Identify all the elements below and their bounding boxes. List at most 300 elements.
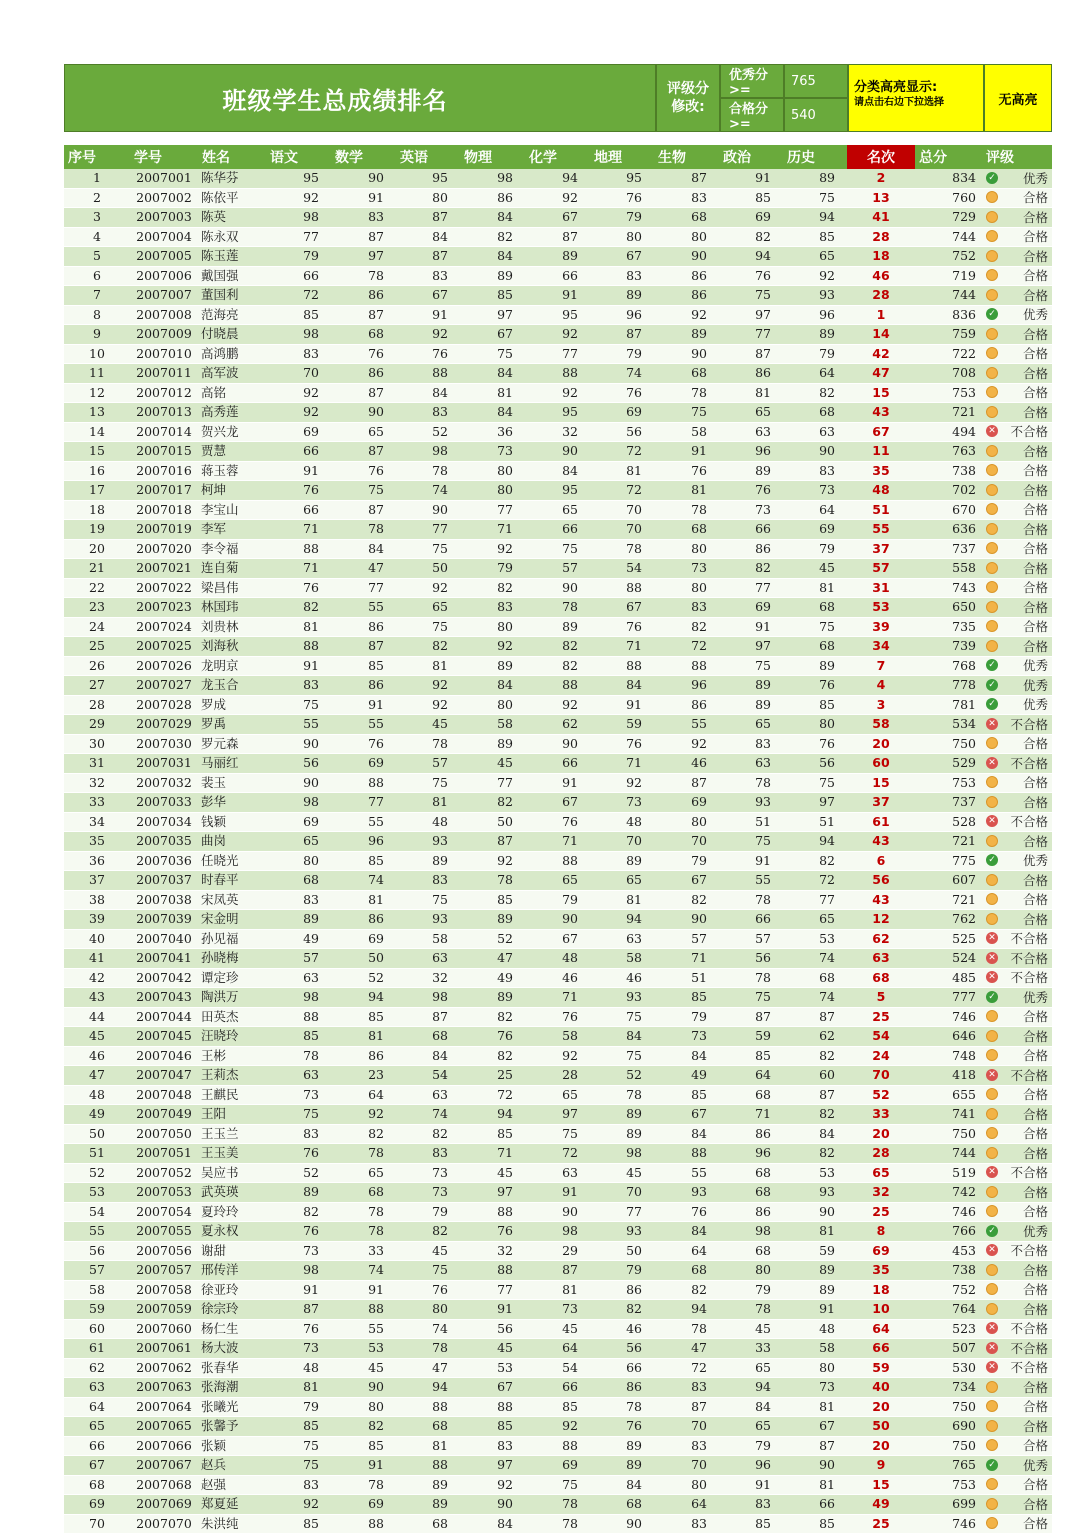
- check-circle-icon: ✓: [986, 172, 998, 184]
- cell-politics: 85: [719, 188, 783, 208]
- cell-geography: 58: [590, 949, 654, 969]
- cell-total: 528: [915, 812, 982, 832]
- cell-chemistry: 67: [525, 929, 590, 949]
- cell-total: 753: [915, 773, 982, 793]
- cell-student-id: 2007030: [130, 734, 198, 754]
- cell-rank: 48: [847, 481, 915, 501]
- cell-geography: 89: [590, 1124, 654, 1144]
- cell-politics: 83: [719, 734, 783, 754]
- cell-index: 30: [64, 734, 130, 754]
- cell-physics: 82: [460, 578, 525, 598]
- column-header-physics: 物理: [460, 145, 525, 169]
- table-row: [64, 383, 1052, 403]
- cell-biology: 90: [654, 910, 719, 930]
- cell-politics: 97: [719, 637, 783, 657]
- neutral-circle-icon: [986, 1205, 998, 1217]
- grade-text: 合格: [1022, 580, 1048, 595]
- cell-index: 10: [64, 344, 130, 364]
- cell-physics: 89: [460, 910, 525, 930]
- cell-grade: [982, 1397, 1052, 1417]
- cell-politics: 87: [719, 344, 783, 364]
- cell-english: 63: [396, 949, 460, 969]
- cell-biology: 68: [654, 520, 719, 540]
- cell-english: 90: [396, 500, 460, 520]
- neutral-circle-icon: [986, 737, 998, 749]
- cell-student-id: 2007067: [130, 1456, 198, 1476]
- table-row: [64, 832, 1052, 852]
- cell-total: 768: [915, 656, 982, 676]
- cell-politics: 68: [719, 1183, 783, 1203]
- cell-english: 83: [396, 871, 460, 891]
- column-header-student-id: 学号: [130, 145, 198, 169]
- cell-name: 董国利: [198, 286, 266, 306]
- cell-english: 83: [396, 266, 460, 286]
- cell-chinese: 85: [266, 1514, 331, 1534]
- cell-english: 82: [396, 1124, 460, 1144]
- cell-biology: 93: [654, 1183, 719, 1203]
- cell-history: 64: [783, 364, 847, 384]
- cell-grade: [982, 871, 1052, 891]
- cell-rank: 53: [847, 598, 915, 618]
- cell-chemistry: 89: [525, 247, 590, 267]
- cell-politics: 97: [719, 305, 783, 325]
- cell-grade: [982, 1202, 1052, 1222]
- table-row: [64, 598, 1052, 618]
- cell-math: 85: [331, 851, 396, 871]
- cell-index: 27: [64, 676, 130, 696]
- cell-rank: 35: [847, 461, 915, 481]
- column-header-english: 英语: [396, 145, 460, 169]
- cell-english: 92: [396, 676, 460, 696]
- neutral-circle-icon: [986, 1186, 998, 1198]
- column-header-chinese: 语文: [266, 145, 331, 169]
- cell-chinese: 57: [266, 949, 331, 969]
- cell-chinese: 88: [266, 539, 331, 559]
- neutral-circle-icon: [986, 581, 998, 593]
- cell-student-id: 2007008: [130, 305, 198, 325]
- cell-biology: 76: [654, 1202, 719, 1222]
- cell-chinese: 75: [266, 1456, 331, 1476]
- cell-geography: 74: [590, 364, 654, 384]
- cell-name: 彭华: [198, 793, 266, 813]
- report-header: [64, 64, 1052, 132]
- table-row: [64, 520, 1052, 540]
- cell-physics: 82: [460, 227, 525, 247]
- cell-chemistry: 90: [525, 734, 590, 754]
- cell-physics: 88: [460, 1261, 525, 1281]
- cell-chemistry: 54: [525, 1358, 590, 1378]
- cell-english: 75: [396, 539, 460, 559]
- table-row: [64, 1358, 1052, 1378]
- cell-rank: 15: [847, 1475, 915, 1495]
- cell-name: 任晓光: [198, 851, 266, 871]
- cell-name: 李军: [198, 520, 266, 540]
- cell-geography: 73: [590, 793, 654, 813]
- cell-english: 73: [396, 1163, 460, 1183]
- cell-chinese: 85: [266, 1027, 331, 1047]
- cell-rank: 5: [847, 988, 915, 1008]
- cell-biology: 68: [654, 364, 719, 384]
- neutral-circle-icon: [986, 1088, 998, 1100]
- x-circle-icon: ✕: [986, 952, 998, 964]
- cell-rank: 37: [847, 793, 915, 813]
- cell-index: 62: [64, 1358, 130, 1378]
- cell-name: 徐宗玲: [198, 1300, 266, 1320]
- cell-chemistry: 76: [525, 812, 590, 832]
- cell-history: 79: [783, 539, 847, 559]
- cell-math: 87: [331, 227, 396, 247]
- neutral-circle-icon: [986, 211, 998, 223]
- cell-chinese: 83: [266, 890, 331, 910]
- cell-grade: [982, 1456, 1052, 1476]
- cell-index: 70: [64, 1514, 130, 1534]
- cell-politics: 98: [719, 1222, 783, 1242]
- cell-english: 98: [396, 442, 460, 462]
- cell-total: 762: [915, 910, 982, 930]
- cell-chemistry: 82: [525, 656, 590, 676]
- cell-english: 68: [396, 1027, 460, 1047]
- cell-physics: 36: [460, 422, 525, 442]
- cell-total: 777: [915, 988, 982, 1008]
- cell-physics: 83: [460, 1436, 525, 1456]
- cell-biology: 76: [654, 461, 719, 481]
- cell-history: 51: [783, 812, 847, 832]
- cell-name: 钱颖: [198, 812, 266, 832]
- cell-english: 57: [396, 754, 460, 774]
- cell-total: 453: [915, 1241, 982, 1261]
- cell-rank: 57: [847, 559, 915, 579]
- grade-text: 优秀: [1022, 853, 1048, 868]
- grade-text: 合格: [1022, 1516, 1048, 1531]
- cell-geography: 70: [590, 520, 654, 540]
- cell-physics: 71: [460, 520, 525, 540]
- cell-chemistry: 81: [525, 1280, 590, 1300]
- cell-english: 98: [396, 988, 460, 1008]
- cell-chinese: 91: [266, 461, 331, 481]
- cell-rank: 37: [847, 539, 915, 559]
- cell-grade: [982, 851, 1052, 871]
- cell-politics: 75: [719, 286, 783, 306]
- cell-history: 85: [783, 227, 847, 247]
- cell-history: 48: [783, 1319, 847, 1339]
- cell-total: 737: [915, 539, 982, 559]
- cell-history: 60: [783, 1066, 847, 1086]
- cell-geography: 93: [590, 1222, 654, 1242]
- cell-physics: 45: [460, 1339, 525, 1359]
- cell-english: 45: [396, 1241, 460, 1261]
- cell-politics: 66: [719, 910, 783, 930]
- score-table-wrapper: [64, 145, 1052, 1534]
- cell-physics: 81: [460, 383, 525, 403]
- cell-politics: 51: [719, 812, 783, 832]
- cell-chemistry: 92: [525, 695, 590, 715]
- cell-grade: [982, 1436, 1052, 1456]
- cell-grade: [982, 1514, 1052, 1534]
- cell-total: 834: [915, 169, 982, 188]
- cell-grade: [982, 754, 1052, 774]
- cell-biology: 87: [654, 773, 719, 793]
- cell-geography: 78: [590, 1397, 654, 1417]
- grade-text: 合格: [1022, 346, 1048, 361]
- cell-math: 82: [331, 1417, 396, 1437]
- cell-index: 61: [64, 1339, 130, 1359]
- cell-biology: 80: [654, 578, 719, 598]
- cell-index: 19: [64, 520, 130, 540]
- cell-chinese: 70: [266, 364, 331, 384]
- cell-rank: 41: [847, 208, 915, 228]
- cell-total: 765: [915, 1456, 982, 1476]
- cell-english: 75: [396, 890, 460, 910]
- cell-grade: [982, 227, 1052, 247]
- cell-physics: 78: [460, 871, 525, 891]
- grade-text: 合格: [1022, 833, 1048, 849]
- cell-physics: 71: [460, 1144, 525, 1164]
- cell-biology: 85: [654, 1085, 719, 1105]
- cell-total: 752: [915, 1280, 982, 1300]
- cell-total: 655: [915, 1085, 982, 1105]
- cell-geography: 76: [590, 617, 654, 637]
- cell-english: 88: [396, 1397, 460, 1417]
- cell-politics: 89: [719, 461, 783, 481]
- cell-physics: 87: [460, 832, 525, 852]
- cell-math: 65: [331, 422, 396, 442]
- cell-math: 55: [331, 1319, 396, 1339]
- grade-text: 合格: [1022, 1399, 1048, 1414]
- cell-physics: 49: [460, 968, 525, 988]
- cell-history: 68: [783, 637, 847, 657]
- cell-name: 夏玲玲: [198, 1202, 266, 1222]
- x-circle-icon: ✕: [986, 971, 998, 983]
- cell-index: 29: [64, 715, 130, 735]
- cell-physics: 67: [460, 1378, 525, 1398]
- table-row: [64, 539, 1052, 559]
- cell-grade: [982, 1222, 1052, 1242]
- x-circle-icon: ✕: [986, 1322, 998, 1334]
- cell-physics: 88: [460, 1397, 525, 1417]
- cell-total: 753: [915, 1475, 982, 1495]
- table-row: [64, 695, 1052, 715]
- x-circle-icon: ✕: [986, 1069, 998, 1081]
- cell-grade: [982, 1378, 1052, 1398]
- cell-geography: 67: [590, 247, 654, 267]
- cell-name: 王麒民: [198, 1085, 266, 1105]
- neutral-circle-icon: [986, 796, 998, 808]
- neutral-circle-icon: [986, 191, 998, 203]
- table-header-row: [64, 145, 1052, 169]
- cell-student-id: 2007062: [130, 1358, 198, 1378]
- cell-history: 73: [783, 481, 847, 501]
- cell-chemistry: 88: [525, 364, 590, 384]
- cell-student-id: 2007054: [130, 1202, 198, 1222]
- table-row: [64, 637, 1052, 657]
- cell-math: 85: [331, 1007, 396, 1027]
- cell-total: 524: [915, 949, 982, 969]
- cell-name: 陈英: [198, 208, 266, 228]
- cell-history: 90: [783, 442, 847, 462]
- cell-grade: [982, 578, 1052, 598]
- cell-math: 87: [331, 305, 396, 325]
- cell-name: 吴应书: [198, 1163, 266, 1183]
- cell-history: 59: [783, 1241, 847, 1261]
- cell-math: 74: [331, 871, 396, 891]
- cell-name: 夏永权: [198, 1222, 266, 1242]
- grade-text: 合格: [1022, 1204, 1048, 1219]
- cell-geography: 89: [590, 1105, 654, 1125]
- cell-total: 750: [915, 734, 982, 754]
- cell-biology: 55: [654, 1163, 719, 1183]
- cell-politics: 96: [719, 442, 783, 462]
- cell-math: 76: [331, 461, 396, 481]
- cell-total: 646: [915, 1027, 982, 1047]
- cell-rank: 28: [847, 286, 915, 306]
- cell-chinese: 77: [266, 227, 331, 247]
- cell-rank: 34: [847, 637, 915, 657]
- cell-name: 王彬: [198, 1046, 266, 1066]
- cell-history: 65: [783, 247, 847, 267]
- cell-grade: [982, 539, 1052, 559]
- cell-grade: [982, 598, 1052, 618]
- cell-biology: 90: [654, 247, 719, 267]
- cell-student-id: 2007052: [130, 1163, 198, 1183]
- cell-rank: 52: [847, 1085, 915, 1105]
- grade-text: 合格: [1022, 229, 1048, 244]
- cell-student-id: 2007015: [130, 442, 198, 462]
- grade-edit-cell: [656, 64, 720, 132]
- cell-student-id: 2007034: [130, 812, 198, 832]
- cell-geography: 79: [590, 208, 654, 228]
- cell-index: 18: [64, 500, 130, 520]
- cell-rank: 2: [847, 169, 915, 188]
- cell-geography: 82: [590, 1300, 654, 1320]
- cell-student-id: 2007039: [130, 910, 198, 930]
- cell-rank: 60: [847, 754, 915, 774]
- cell-rank: 7: [847, 656, 915, 676]
- column-header-name: 姓名: [198, 145, 266, 169]
- cell-biology: 82: [654, 1280, 719, 1300]
- cell-chinese: 87: [266, 1300, 331, 1320]
- cell-math: 55: [331, 812, 396, 832]
- cell-history: 93: [783, 1183, 847, 1203]
- cell-geography: 88: [590, 656, 654, 676]
- cell-english: 94: [396, 1378, 460, 1398]
- cell-index: 24: [64, 617, 130, 637]
- cell-english: 91: [396, 305, 460, 325]
- cell-rank: 70: [847, 1066, 915, 1086]
- cell-total: 650: [915, 598, 982, 618]
- grade-text: 合格: [1022, 521, 1048, 537]
- grade-text: 不合格: [1010, 1321, 1048, 1336]
- cell-history: 92: [783, 266, 847, 286]
- cell-total: 739: [915, 637, 982, 657]
- cell-math: 78: [331, 1202, 396, 1222]
- cell-student-id: 2007040: [130, 929, 198, 949]
- cell-physics: 90: [460, 1495, 525, 1515]
- table-row: [64, 1202, 1052, 1222]
- cell-index: 41: [64, 949, 130, 969]
- cell-geography: 46: [590, 1319, 654, 1339]
- cell-name: 高鸿鹏: [198, 344, 266, 364]
- cell-geography: 52: [590, 1066, 654, 1086]
- cell-chemistry: 75: [525, 539, 590, 559]
- cell-name: 林国玮: [198, 598, 266, 618]
- excellent-threshold-input[interactable]: 765: [784, 64, 848, 98]
- pass-threshold-input[interactable]: 540: [784, 98, 848, 132]
- cell-geography: 89: [590, 851, 654, 871]
- cell-geography: 72: [590, 481, 654, 501]
- table-row: [64, 1222, 1052, 1242]
- cell-english: 68: [396, 1514, 460, 1534]
- cell-history: 89: [783, 656, 847, 676]
- cell-math: 88: [331, 1514, 396, 1534]
- cell-grade: [982, 559, 1052, 579]
- table-row: [64, 676, 1052, 696]
- cell-physics: 84: [460, 247, 525, 267]
- cell-index: 32: [64, 773, 130, 793]
- cell-math: 68: [331, 1183, 396, 1203]
- cell-math: 69: [331, 754, 396, 774]
- cell-rank: 47: [847, 364, 915, 384]
- cell-index: 40: [64, 929, 130, 949]
- cell-politics: 91: [719, 169, 783, 188]
- cell-name: 高军波: [198, 364, 266, 384]
- table-row: [64, 754, 1052, 774]
- cell-history: 77: [783, 890, 847, 910]
- table-row: [64, 461, 1052, 481]
- cell-total: 719: [915, 266, 982, 286]
- table-row: [64, 1066, 1052, 1086]
- cell-biology: 86: [654, 695, 719, 715]
- cell-math: 90: [331, 1378, 396, 1398]
- cell-biology: 79: [654, 851, 719, 871]
- cell-physics: 80: [460, 695, 525, 715]
- check-circle-icon: ✓: [986, 1459, 998, 1471]
- cell-math: 87: [331, 442, 396, 462]
- neutral-circle-icon: [986, 562, 998, 574]
- highlight-dropdown[interactable]: 无高亮: [984, 64, 1052, 132]
- x-circle-icon: ✕: [986, 932, 998, 944]
- neutral-circle-icon: [986, 893, 998, 905]
- grade-text: 合格: [1022, 463, 1048, 478]
- cell-biology: 87: [654, 1397, 719, 1417]
- cell-chinese: 56: [266, 754, 331, 774]
- cell-biology: 70: [654, 1456, 719, 1476]
- cell-index: 13: [64, 403, 130, 423]
- cell-index: 63: [64, 1378, 130, 1398]
- cell-history: 81: [783, 1222, 847, 1242]
- cell-chinese: 65: [266, 832, 331, 852]
- cell-math: 78: [331, 1144, 396, 1164]
- cell-chemistry: 75: [525, 1124, 590, 1144]
- column-header-index: 序号: [64, 145, 130, 169]
- cell-chinese: 98: [266, 208, 331, 228]
- highlight-hint: 请点击右边下拉选择: [854, 97, 944, 108]
- cell-total: 507: [915, 1339, 982, 1359]
- cell-index: 21: [64, 559, 130, 579]
- cell-name: 李宝山: [198, 500, 266, 520]
- cell-history: 74: [783, 988, 847, 1008]
- cell-student-id: 2007060: [130, 1319, 198, 1339]
- cell-grade: [982, 1319, 1052, 1339]
- cell-rank: 4: [847, 676, 915, 696]
- table-row: [64, 403, 1052, 423]
- table-row: [64, 968, 1052, 988]
- cell-chemistry: 90: [525, 578, 590, 598]
- cell-geography: 67: [590, 598, 654, 618]
- table-row: [64, 1241, 1052, 1261]
- grade-text: 不合格: [1010, 931, 1048, 946]
- cell-chemistry: 65: [525, 500, 590, 520]
- neutral-circle-icon: [986, 445, 998, 457]
